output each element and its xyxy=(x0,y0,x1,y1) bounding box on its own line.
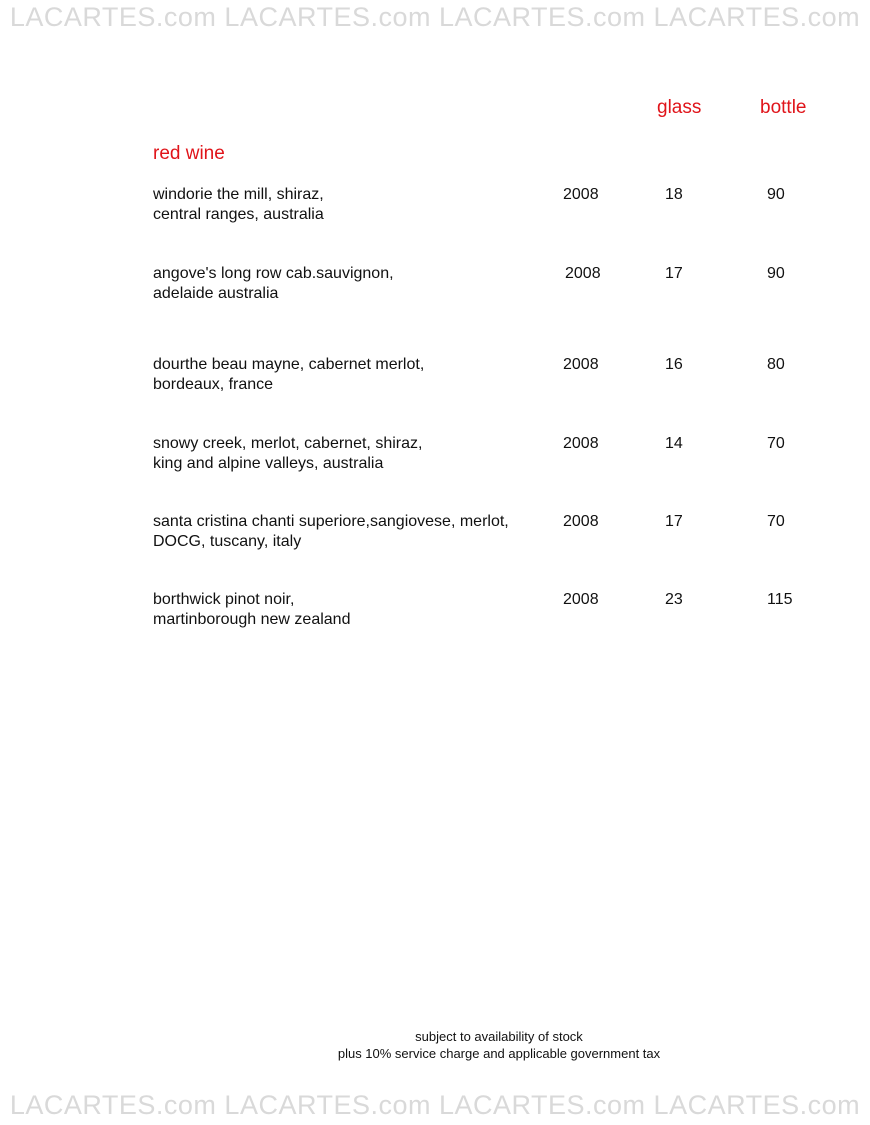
footer-note xyxy=(0,1028,870,1062)
wine-name xyxy=(153,512,509,552)
wine-glass-price: 23 xyxy=(665,591,683,608)
wine-item xyxy=(0,185,870,229)
wine-glass-price: 17 xyxy=(665,265,683,282)
wine-name xyxy=(153,434,422,474)
wine-vintage: 2008 xyxy=(563,186,599,203)
wine-name-line1: dourthe beau mayne, cabernet merlot, xyxy=(153,356,425,373)
footer-note-line2: plus 10% service charge and applicable government tax xyxy=(337,1046,661,1061)
wine-name-line1: snowy creek, merlot, cabernet, shiraz, xyxy=(153,435,423,452)
wine-bottle-price: 90 xyxy=(767,186,785,203)
wine-vintage: 2008 xyxy=(563,591,599,608)
wine-name-line1: angove's long row cab.sauvignon, xyxy=(153,265,394,282)
wine-bottle-price: 70 xyxy=(767,435,785,452)
wine-bottle-price: 80 xyxy=(767,356,785,373)
footer-note-line1: subject to availability of stock xyxy=(415,1029,583,1044)
column-header-glass: glass xyxy=(657,97,702,118)
wine-glass-price: 16 xyxy=(665,356,683,373)
wine-name-line2: king and alpine valleys, australia xyxy=(153,455,384,472)
watermark-bottom: LACARTES.com LACARTES.com LACARTES.com LACARTES.com xyxy=(9,1090,861,1120)
wine-item xyxy=(0,434,870,478)
wine-name xyxy=(153,185,324,225)
wine-name-line2: adelaide australia xyxy=(153,285,279,302)
watermark-top: LACARTES.com LACARTES.com LACARTES.com LACARTES.com xyxy=(9,2,861,32)
wine-name xyxy=(153,264,394,304)
wine-vintage: 2008 xyxy=(563,513,599,530)
wine-item xyxy=(0,355,870,399)
wine-name-line2: central ranges, australia xyxy=(153,206,324,223)
wine-name xyxy=(153,355,424,395)
wine-glass-price: 14 xyxy=(665,435,683,452)
wine-name-line1: santa cristina chanti superiore,sangiovese, merlot, xyxy=(153,513,509,530)
wine-item xyxy=(0,264,870,308)
wine-vintage: 2008 xyxy=(563,435,599,452)
wine-bottle-price: 90 xyxy=(767,265,785,282)
wine-item xyxy=(0,512,870,556)
wine-vintage: 2008 xyxy=(563,356,599,373)
wine-item xyxy=(0,590,870,634)
wine-glass-price: 17 xyxy=(665,513,683,530)
wine-name-line1: borthwick pinot noir, xyxy=(153,591,295,608)
section-title-red-wine: red wine xyxy=(153,143,225,164)
wine-name-line2: DOCG, tuscany, italy xyxy=(153,533,302,550)
wine-glass-price: 18 xyxy=(665,186,683,203)
wine-vintage: 2008 xyxy=(565,265,601,282)
column-header-bottle: bottle xyxy=(760,97,807,118)
wine-bottle-price: 115 xyxy=(767,591,793,608)
wine-name xyxy=(153,590,350,630)
wine-bottle-price: 70 xyxy=(767,513,785,530)
wine-name-line2: bordeaux, france xyxy=(153,376,274,393)
wine-name-line1: windorie the mill, shiraz, xyxy=(153,186,324,203)
wine-name-line2: martinborough new zealand xyxy=(153,611,351,628)
